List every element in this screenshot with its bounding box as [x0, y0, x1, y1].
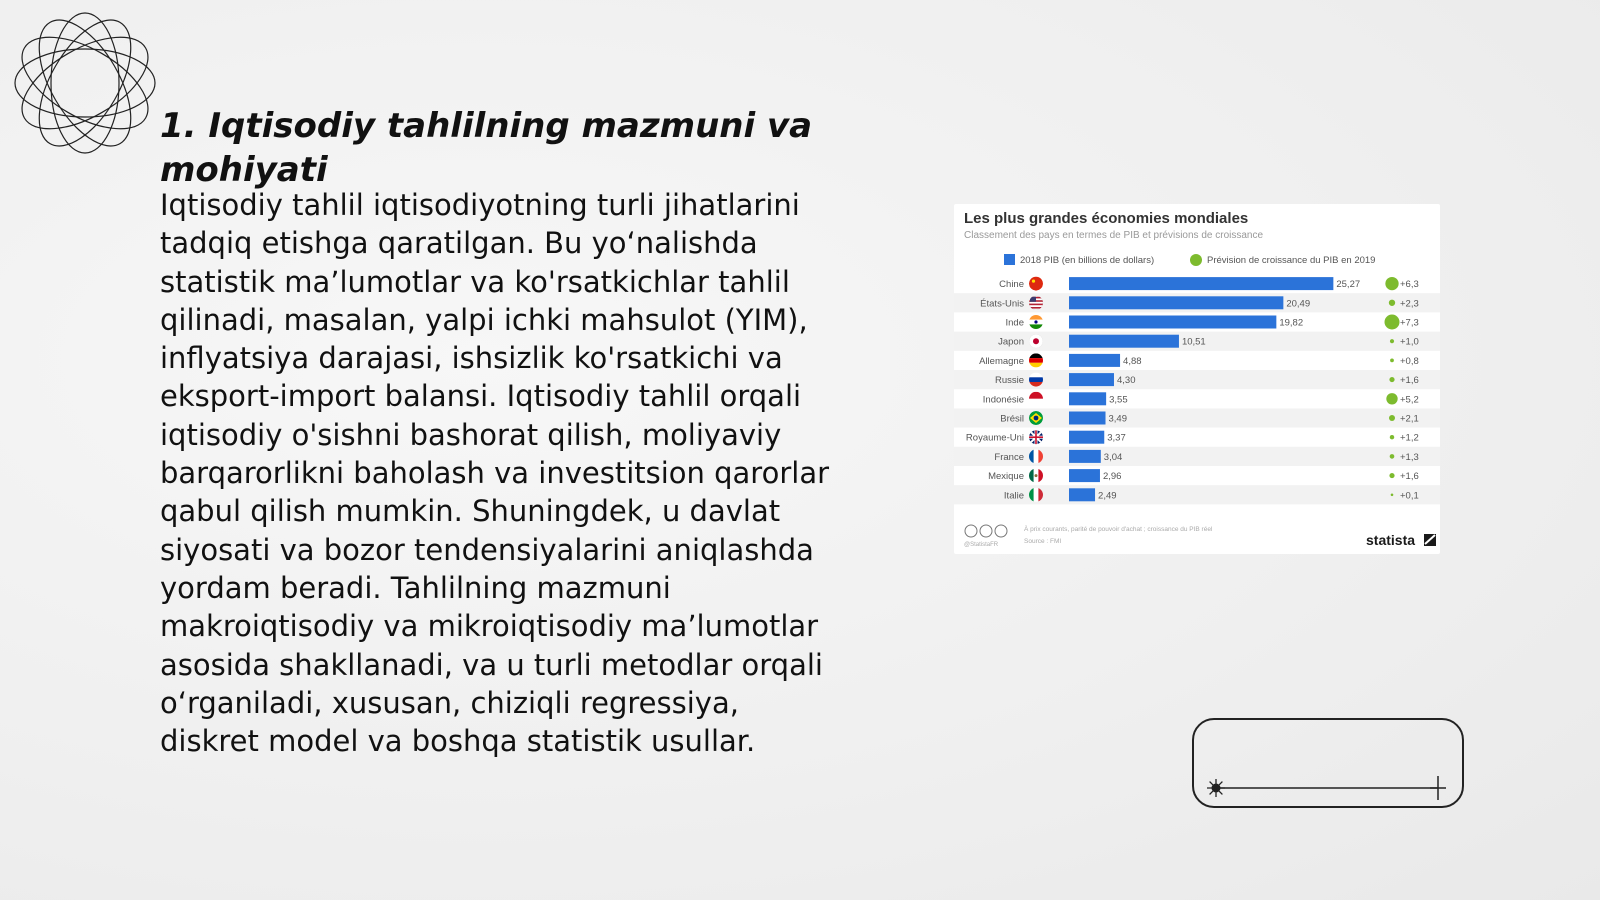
- flag-indonesia-icon: [1029, 392, 1043, 406]
- growth-value-label: +1,2: [1400, 432, 1419, 444]
- chart-row: [999, 277, 1419, 291]
- growth-dot: [1389, 300, 1395, 306]
- ornament-rings-icon: [10, 8, 160, 158]
- category-label: Brésil: [1000, 413, 1024, 425]
- statista-brand: statista: [1366, 532, 1416, 548]
- row-band: [954, 485, 1440, 504]
- gdp-bar: [1069, 354, 1120, 367]
- gdp-bar: [1069, 412, 1106, 425]
- flag-usa-icon: [1029, 296, 1043, 310]
- growth-value-label: +6,3: [1400, 279, 1419, 291]
- legend-dot-label: Prévision de croissance du PIB en 2019: [1207, 255, 1376, 266]
- growth-value-label: +7,3: [1400, 317, 1419, 329]
- growth-value-label: +1,6: [1400, 375, 1419, 387]
- cc-license-icon: [965, 525, 1007, 537]
- license-caption: @StatistaFR: [964, 542, 999, 548]
- growth-value-label: +5,2: [1400, 394, 1419, 406]
- chart-row: [954, 485, 1440, 504]
- growth-dot: [1389, 473, 1394, 478]
- growth-dot: [1386, 393, 1397, 404]
- chart-footer-note: À prix courants, parité de pouvoir d'achat ; croissance du PIB réel: [1024, 526, 1213, 533]
- gdp-bar: [1069, 277, 1333, 290]
- gdp-bar: [1069, 373, 1114, 386]
- category-label: Royaume-Uni: [965, 432, 1024, 444]
- category-label: Chine: [999, 279, 1024, 291]
- gdp-value-label: 20,49: [1286, 298, 1311, 310]
- flag-italy-icon: [1029, 488, 1043, 502]
- growth-value-label: +1,3: [1400, 451, 1419, 463]
- chart-row: [954, 293, 1440, 312]
- flag-mexico-icon: [1029, 469, 1043, 483]
- category-label: Allemagne: [979, 355, 1024, 367]
- flag-japan-icon: [1029, 334, 1043, 348]
- gdp-bar: [1069, 296, 1283, 309]
- growth-value-label: +2,1: [1400, 413, 1419, 425]
- legend-bar-label: 2018 PIB (en billions de dollars): [1020, 255, 1155, 266]
- chart-title: Les plus grandes économies mondiales: [964, 210, 1249, 227]
- growth-dot: [1389, 377, 1394, 382]
- gdp-bar-chart: [954, 204, 1440, 554]
- chart-row: [1006, 315, 1419, 330]
- growth-dot: [1390, 435, 1394, 439]
- row-band: [954, 370, 1440, 389]
- flag-uk-icon: [1029, 430, 1043, 444]
- growth-value-label: +0,1: [1400, 490, 1419, 502]
- flag-brazil-icon: [1029, 411, 1043, 425]
- row-band: [954, 447, 1440, 466]
- growth-value-label: +2,3: [1400, 298, 1419, 310]
- gdp-value-label: 3,49: [1108, 413, 1128, 425]
- growth-value-label: +0,8: [1400, 355, 1419, 367]
- gdp-value-label: 2,96: [1102, 471, 1122, 483]
- chart-row: [954, 447, 1440, 466]
- growth-dot: [1390, 359, 1394, 363]
- gdp-bar: [1069, 316, 1276, 329]
- gdp-bar: [1069, 469, 1100, 482]
- category-label: Italie: [1003, 490, 1024, 502]
- chart-row: [954, 332, 1440, 351]
- growth-dot: [1385, 277, 1398, 290]
- gdp-value-label: 4,88: [1123, 355, 1142, 367]
- statista-logo-icon: [1424, 534, 1436, 546]
- category-label: Russie: [994, 375, 1024, 387]
- gdp-value-label: 10,51: [1181, 336, 1206, 348]
- gdp-value-label: 19,82: [1279, 317, 1304, 329]
- gdp-value-label: 3,55: [1109, 394, 1128, 406]
- chart-rows: [954, 277, 1440, 505]
- gdp-bar: [1069, 392, 1106, 405]
- growth-dot: [1391, 494, 1394, 497]
- chart-row: [954, 370, 1440, 389]
- chart-subtitle: Classement des pays en termes de PIB et prévisions de croissance: [964, 230, 1264, 241]
- flag-russia-icon: [1029, 373, 1043, 387]
- gdp-bar: [1069, 450, 1101, 463]
- chart-source: Source : FMI: [1024, 538, 1062, 545]
- chart-row: [979, 353, 1419, 367]
- chart-row: [988, 469, 1419, 483]
- category-label: Japon: [998, 336, 1024, 348]
- gdp-value-label: 3,37: [1107, 432, 1126, 444]
- growth-dot: [1385, 315, 1400, 330]
- category-label: France: [994, 451, 1024, 463]
- growth-value-label: +1,6: [1400, 471, 1419, 483]
- growth-dot: [1390, 454, 1395, 459]
- gdp-bar: [1069, 431, 1104, 444]
- sun-icon[interactable]: [1207, 779, 1225, 797]
- flag-germany-icon: [1029, 353, 1043, 367]
- flag-india-icon: [1029, 315, 1043, 329]
- gdp-value-label: 25,27: [1336, 279, 1361, 291]
- gdp-value-label: 3,04: [1103, 451, 1123, 463]
- growth-dot: [1389, 415, 1395, 421]
- timeline-slider[interactable]: [1192, 718, 1464, 808]
- chart-row: [983, 392, 1419, 406]
- row-band: [954, 408, 1440, 427]
- chart-row: [954, 408, 1440, 427]
- gdp-value-label: 2,49: [1098, 490, 1117, 502]
- slide-title: 1. Iqtisodiy tahlilning mazmuni va mohiyati: [160, 106, 813, 190]
- legend-dot-swatch: [1190, 254, 1202, 266]
- gdp-value-label: 4,30: [1116, 375, 1136, 387]
- gdp-bar: [1069, 488, 1095, 501]
- category-label: Mexique: [988, 471, 1024, 483]
- category-label: Indonésie: [982, 394, 1024, 406]
- slide-body-text: Iqtisodiy tahlil iqtisodiyotning turli jihatlarini tadqiq etishga qaratilgan. Bu yo‘nalishda statistik ma’lumotlar va ko'rsatkichlar tahlil qilinadi, masalan, yalpi ichki mahsulot (YIM), inflyatsiya darajasi, ishsizlik ko'rsatkichi va eksport-import balansi. Iqtisodiy tahlil orqali iqtisodiy o'sishni bashorat qilish, moliyaviy barqarorlikni baholash va investitsion qarorlar qabul qilish mumkin. Shuningdek, u davlat siyosati va bozor tendensiyalarini aniqlashda yordam beradi. Tahlilning mazmuni makroiqtisodiy va mikroiqtisodiy ma’lumotlar asosida shakllanadi, va u turli metodlar orqali o‘rganiladi, xususan, chiziqli regressiya, diskret model va boshqa statistik usullar.: [160, 188, 830, 759]
- legend-bar-swatch: [1004, 254, 1015, 265]
- gdp-bar: [1069, 335, 1179, 348]
- growth-dot: [1390, 339, 1394, 343]
- chart-row: [966, 430, 1419, 444]
- flag-france-icon: [1029, 449, 1043, 463]
- category-label: Inde: [1005, 317, 1024, 329]
- growth-value-label: +1,0: [1400, 336, 1419, 348]
- category-label: États-Unis: [980, 298, 1024, 310]
- plus-icon[interactable]: [1430, 776, 1446, 800]
- chart-card: [954, 204, 1440, 554]
- flag-china-icon: [1029, 277, 1043, 291]
